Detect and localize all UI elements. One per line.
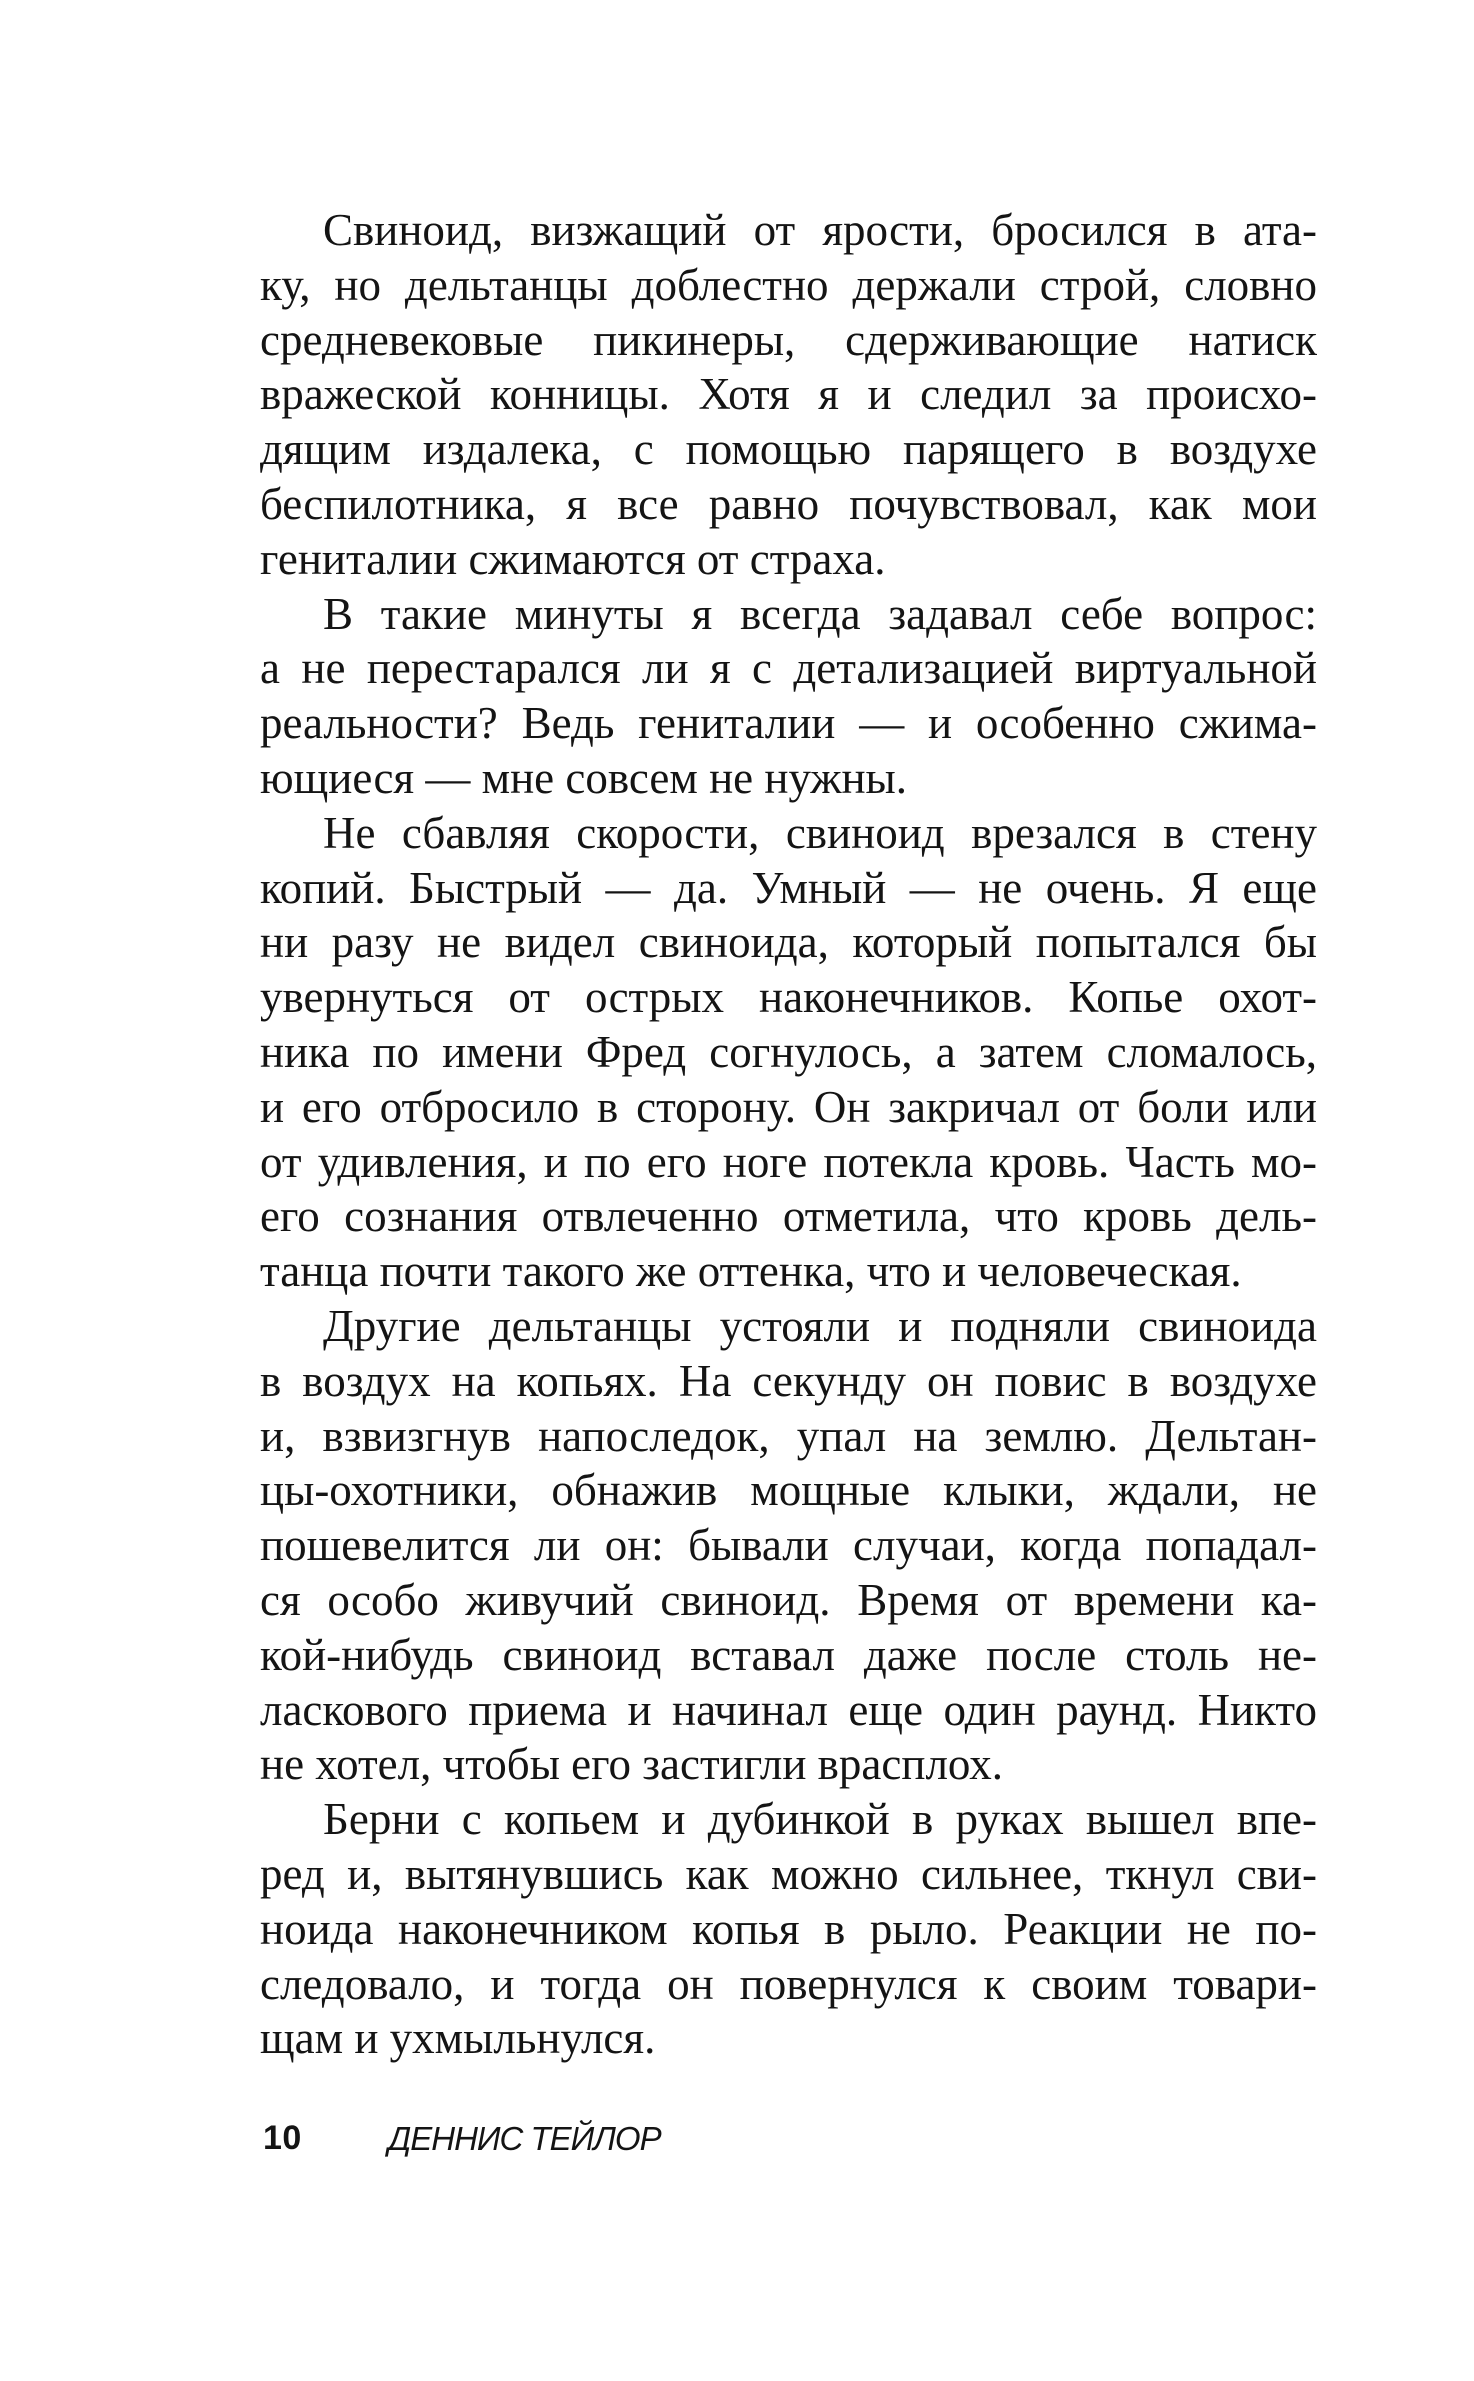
text-line: Свиноид, визжащий от ярости, бросился в ата-	[323, 205, 1317, 255]
text-line: Другие дельтанцы устояли и подняли свиноида	[323, 1300, 1317, 1351]
text-line: увернуться от острых наконечников. Копье охот-	[260, 972, 1317, 1023]
text-line: ку, но дельтанцы доблестно держали строй, словно	[260, 259, 1317, 310]
text-line: и его отбросило в сторону. Он закричал от боли или	[260, 1081, 1317, 1132]
paragraph	[260, 806, 1317, 1299]
text-line: дящим издалека, с помощью парящего в воздухе	[260, 424, 1317, 475]
text-line: танца почти такого же оттенка, что и человеческая.	[260, 1246, 1242, 1297]
text-line: щам и ухмыльнулся.	[260, 2013, 656, 2064]
paragraph	[260, 1792, 1317, 2066]
paragraph	[260, 1299, 1317, 1792]
text-line: Не сбавляя скорости, свиноид врезался в стену	[323, 807, 1317, 858]
text-line: ника по имени Фред согнулось, а затем сломалось,	[260, 1026, 1317, 1077]
text-line: ред и, вытянувшись как можно сильнее, ткнул сви-	[260, 1848, 1317, 1899]
text-line: гениталии сжимаются от страха.	[260, 533, 886, 584]
text-line: пошевелится ли он: бывали случаи, когда попадал-	[260, 1520, 1317, 1571]
text-line: копий. Быстрый — да. Умный — не очень. Я еще	[260, 862, 1317, 913]
text-line: в воздух на копьях. На секунду он повис в воздухе	[260, 1355, 1317, 1406]
page-footer	[0, 2121, 1474, 2161]
text-line: от удивления, и по его ноге потекла кровь. Часть мо-	[260, 1136, 1317, 1187]
text-line: средневековые пикинеры, сдерживающие натиск	[260, 314, 1317, 365]
paragraph	[260, 203, 1317, 587]
text-line: ни разу не видел свиноида, который попытался бы	[260, 917, 1317, 968]
author-name: ДЕННИС ТЕЙЛОР	[388, 2120, 661, 2157]
text-line: а не перестарался ли я с детализацией виртуальной	[260, 643, 1317, 694]
text-line: беспилотника, я все равно почувствовал, как мои	[260, 478, 1317, 529]
text-line: вражеской конницы. Хотя я и следил за происхо-	[260, 369, 1317, 420]
text-line: ющиеся — мне совсем не нужны.	[260, 752, 908, 803]
text-line: кой-нибудь свиноид вставал даже после столь не-	[260, 1629, 1317, 1680]
text-line: его сознания отвлеченно отметила, что кровь дель-	[260, 1191, 1317, 1242]
text-line: и, взвизгнув напоследок, упал на землю. Дельтан-	[260, 1410, 1317, 1461]
paragraph	[260, 587, 1317, 806]
text-line: ся особо живучий свиноид. Время от времени ка-	[260, 1574, 1317, 1625]
page-number: 10	[263, 2119, 302, 2157]
text-line: ласкового приема и начинал еще один раунд. Никто	[260, 1684, 1317, 1735]
text-line: следовало, и тогда он повернулся к своим товари-	[260, 1958, 1317, 2009]
text-line: ноида наконечником копья в рыло. Реакции не по-	[260, 1903, 1317, 1954]
text-line: цы-охотники, обнажив мощные клыки, ждали, не	[260, 1465, 1317, 1516]
text-line: В такие минуты я всегда задавал себе вопрос:	[323, 588, 1317, 639]
text-line: реальности? Ведь гениталии — и особенно сжима-	[260, 698, 1317, 749]
text-line: не хотел, чтобы его застигли врасплох.	[260, 1739, 1004, 1790]
text-block	[260, 203, 1317, 2066]
text-line: Берни с копьем и дубинкой в руках вышел впе-	[323, 1794, 1317, 1845]
